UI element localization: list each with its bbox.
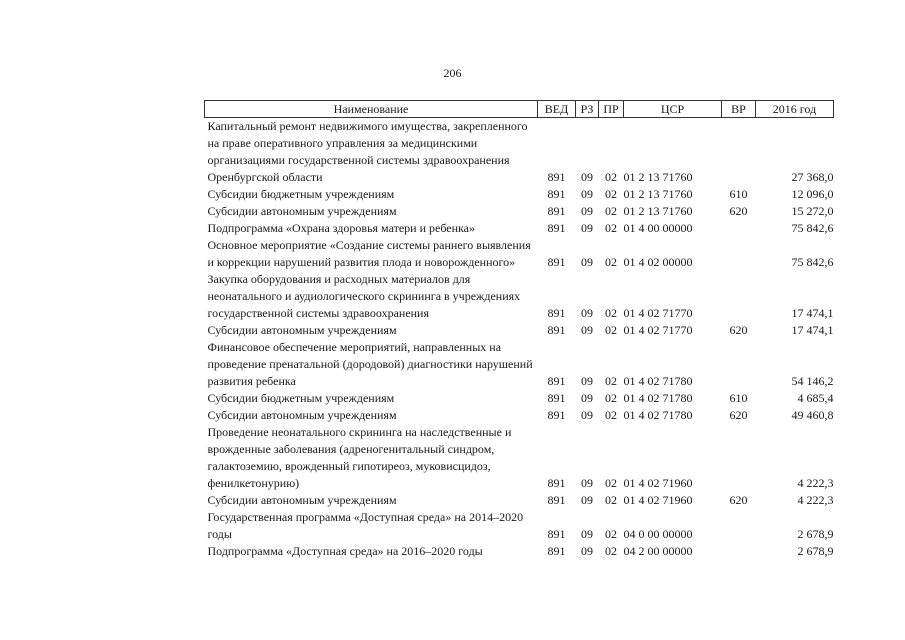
row-pr: 02 (605, 170, 617, 184)
header-csr: ЦСР (624, 101, 722, 118)
table-row (205, 203, 834, 220)
row-rz: 09 (581, 476, 593, 490)
row-pr: 02 (605, 221, 617, 235)
row-csr: 01 4 02 71770 (623, 323, 693, 337)
row-name: Проведение неонатального скрининга на наследственные и врожденные заболевания (адреногенитальный синдром, галактоземию, врожденный гипотиреоз, муковисцидоз, фенилкетонурию) (207, 425, 512, 490)
row-csr: 01 4 02 71960 (623, 493, 693, 507)
row-csr: 01 4 02 71770 (623, 306, 693, 320)
row-ved: 891 (547, 493, 566, 507)
row-amount: 15 272,0 (791, 204, 834, 218)
row-name: Основное мероприятие «Создание системы раннего выявления и коррекции нарушений развития плода и новорожденного» (207, 238, 531, 269)
row-pr: 02 (605, 255, 617, 269)
table-row (205, 322, 834, 339)
row-vr (722, 271, 756, 322)
row-csr: 04 2 00 00000 (623, 544, 693, 558)
row-pr: 02 (605, 204, 617, 218)
row-ved: 891 (547, 221, 566, 235)
row-name: Государственная программа «Доступная среда» на 2014–2020 годы (207, 510, 524, 541)
row-vr: 620 (729, 493, 748, 507)
table-row (205, 543, 834, 560)
row-amount: 4 685,4 (797, 391, 834, 405)
table-row (205, 509, 834, 543)
page-number: 206 (443, 66, 462, 80)
header-vr: ВР (722, 101, 756, 118)
row-ved: 891 (547, 204, 566, 218)
row-pr: 02 (605, 306, 617, 320)
row-name: Субсидии бюджетным учреждениям (207, 187, 395, 201)
row-vr: 610 (729, 391, 748, 405)
row-vr (722, 118, 756, 187)
row-vr: 620 (729, 408, 748, 422)
row-vr (722, 220, 756, 237)
table-row (205, 390, 834, 407)
row-ved: 891 (547, 306, 566, 320)
row-name: Подпрограмма «Охрана здоровья матери и ребенка» (207, 221, 475, 235)
row-amount: 17 474,1 (791, 323, 834, 337)
row-rz: 09 (581, 493, 593, 507)
row-vr (722, 237, 756, 271)
row-csr: 01 2 13 71760 (623, 187, 693, 201)
row-vr: 610 (729, 187, 748, 201)
row-rz: 09 (581, 255, 593, 269)
row-amount: 12 096,0 (791, 187, 834, 201)
row-csr: 01 2 13 71760 (623, 170, 693, 184)
row-ved: 891 (547, 323, 566, 337)
row-ved: 891 (547, 408, 566, 422)
row-amount: 4 222,3 (797, 476, 834, 490)
row-ved: 891 (547, 476, 566, 490)
row-rz: 09 (581, 306, 593, 320)
table-header-row (205, 101, 834, 118)
row-vr (722, 339, 756, 390)
row-rz: 09 (581, 408, 593, 422)
row-csr: 01 4 02 71960 (623, 476, 693, 490)
row-ved: 891 (547, 391, 566, 405)
row-name: Субсидии автономным учреждениям (207, 323, 397, 337)
row-amount: 4 222,3 (797, 493, 834, 507)
row-amount: 75 842,6 (791, 255, 834, 269)
header-rz: РЗ (576, 101, 599, 118)
table-row (205, 118, 834, 187)
row-amount: 49 460,8 (791, 408, 834, 422)
row-amount: 27 368,0 (791, 170, 834, 184)
row-pr: 02 (605, 187, 617, 201)
table-row (205, 220, 834, 237)
header-year: 2016 год (756, 101, 834, 118)
table-row (205, 492, 834, 509)
row-amount: 75 842,6 (791, 221, 834, 235)
header-name: Наименование (205, 101, 538, 118)
row-rz: 09 (581, 221, 593, 235)
row-name: Субсидии бюджетным учреждениям (207, 391, 395, 405)
row-vr: 620 (729, 323, 748, 337)
row-vr (722, 543, 756, 560)
row-pr: 02 (605, 323, 617, 337)
row-ved: 891 (547, 255, 566, 269)
row-ved: 891 (547, 544, 566, 558)
row-name: Субсидии автономным учреждениям (207, 204, 397, 218)
row-amount: 2 678,9 (797, 544, 834, 558)
table-row (205, 407, 834, 424)
row-pr: 02 (605, 374, 617, 388)
row-pr: 02 (605, 476, 617, 490)
row-csr: 04 0 00 00000 (623, 527, 693, 541)
row-name: Подпрограмма «Доступная среда» на 2016–2020 годы (207, 544, 483, 558)
row-rz: 09 (581, 374, 593, 388)
row-rz: 09 (581, 323, 593, 337)
row-name: Субсидии автономным учреждениям (207, 408, 397, 422)
row-rz: 09 (581, 187, 593, 201)
row-csr: 01 4 02 71780 (623, 408, 693, 422)
row-ved: 891 (547, 374, 566, 388)
row-rz: 09 (581, 527, 593, 541)
row-rz: 09 (581, 544, 593, 558)
table-row (205, 424, 834, 492)
row-name: Капитальный ремонт недвижимого имущества, закрепленного на праве оперативного управления за медицинскими организациями государственной системы здравоохранения Оренбургской области (207, 119, 528, 184)
row-csr: 01 2 13 71760 (623, 204, 693, 218)
row-ved: 891 (547, 527, 566, 541)
row-pr: 02 (605, 493, 617, 507)
row-pr: 02 (605, 544, 617, 558)
row-amount: 17 474,1 (791, 306, 834, 320)
table-row (205, 271, 834, 322)
table-row (205, 237, 834, 271)
row-pr: 02 (605, 408, 617, 422)
row-csr: 01 4 02 71780 (623, 391, 693, 405)
row-vr (722, 509, 756, 543)
row-csr: 01 4 00 00000 (623, 221, 693, 235)
table-row (205, 339, 834, 390)
row-name: Финансовое обеспечение мероприятий, направленных на проведение пренатальной (дородовой) диагностики нарушений развития ребенка (207, 340, 533, 388)
row-name: Субсидии автономным учреждениям (207, 493, 397, 507)
row-rz: 09 (581, 170, 593, 184)
table-row (205, 186, 834, 203)
row-vr: 620 (729, 204, 748, 218)
row-rz: 09 (581, 204, 593, 218)
row-amount: 2 678,9 (797, 527, 834, 541)
row-vr (722, 424, 756, 492)
row-ved: 891 (547, 170, 566, 184)
budget-table (204, 100, 834, 560)
header-ved: ВЕД (538, 101, 576, 118)
row-name: Закупка оборудования и расходных материалов для неонатального и аудиологического скрининга в учреждениях государственной системы здравоохранения (207, 272, 521, 320)
row-rz: 09 (581, 391, 593, 405)
header-pr: ПР (599, 101, 624, 118)
row-csr: 01 4 02 71780 (623, 374, 693, 388)
row-amount: 54 146,2 (791, 374, 834, 388)
row-pr: 02 (605, 391, 617, 405)
row-pr: 02 (605, 527, 617, 541)
row-ved: 891 (547, 187, 566, 201)
row-csr: 01 4 02 00000 (623, 255, 693, 269)
